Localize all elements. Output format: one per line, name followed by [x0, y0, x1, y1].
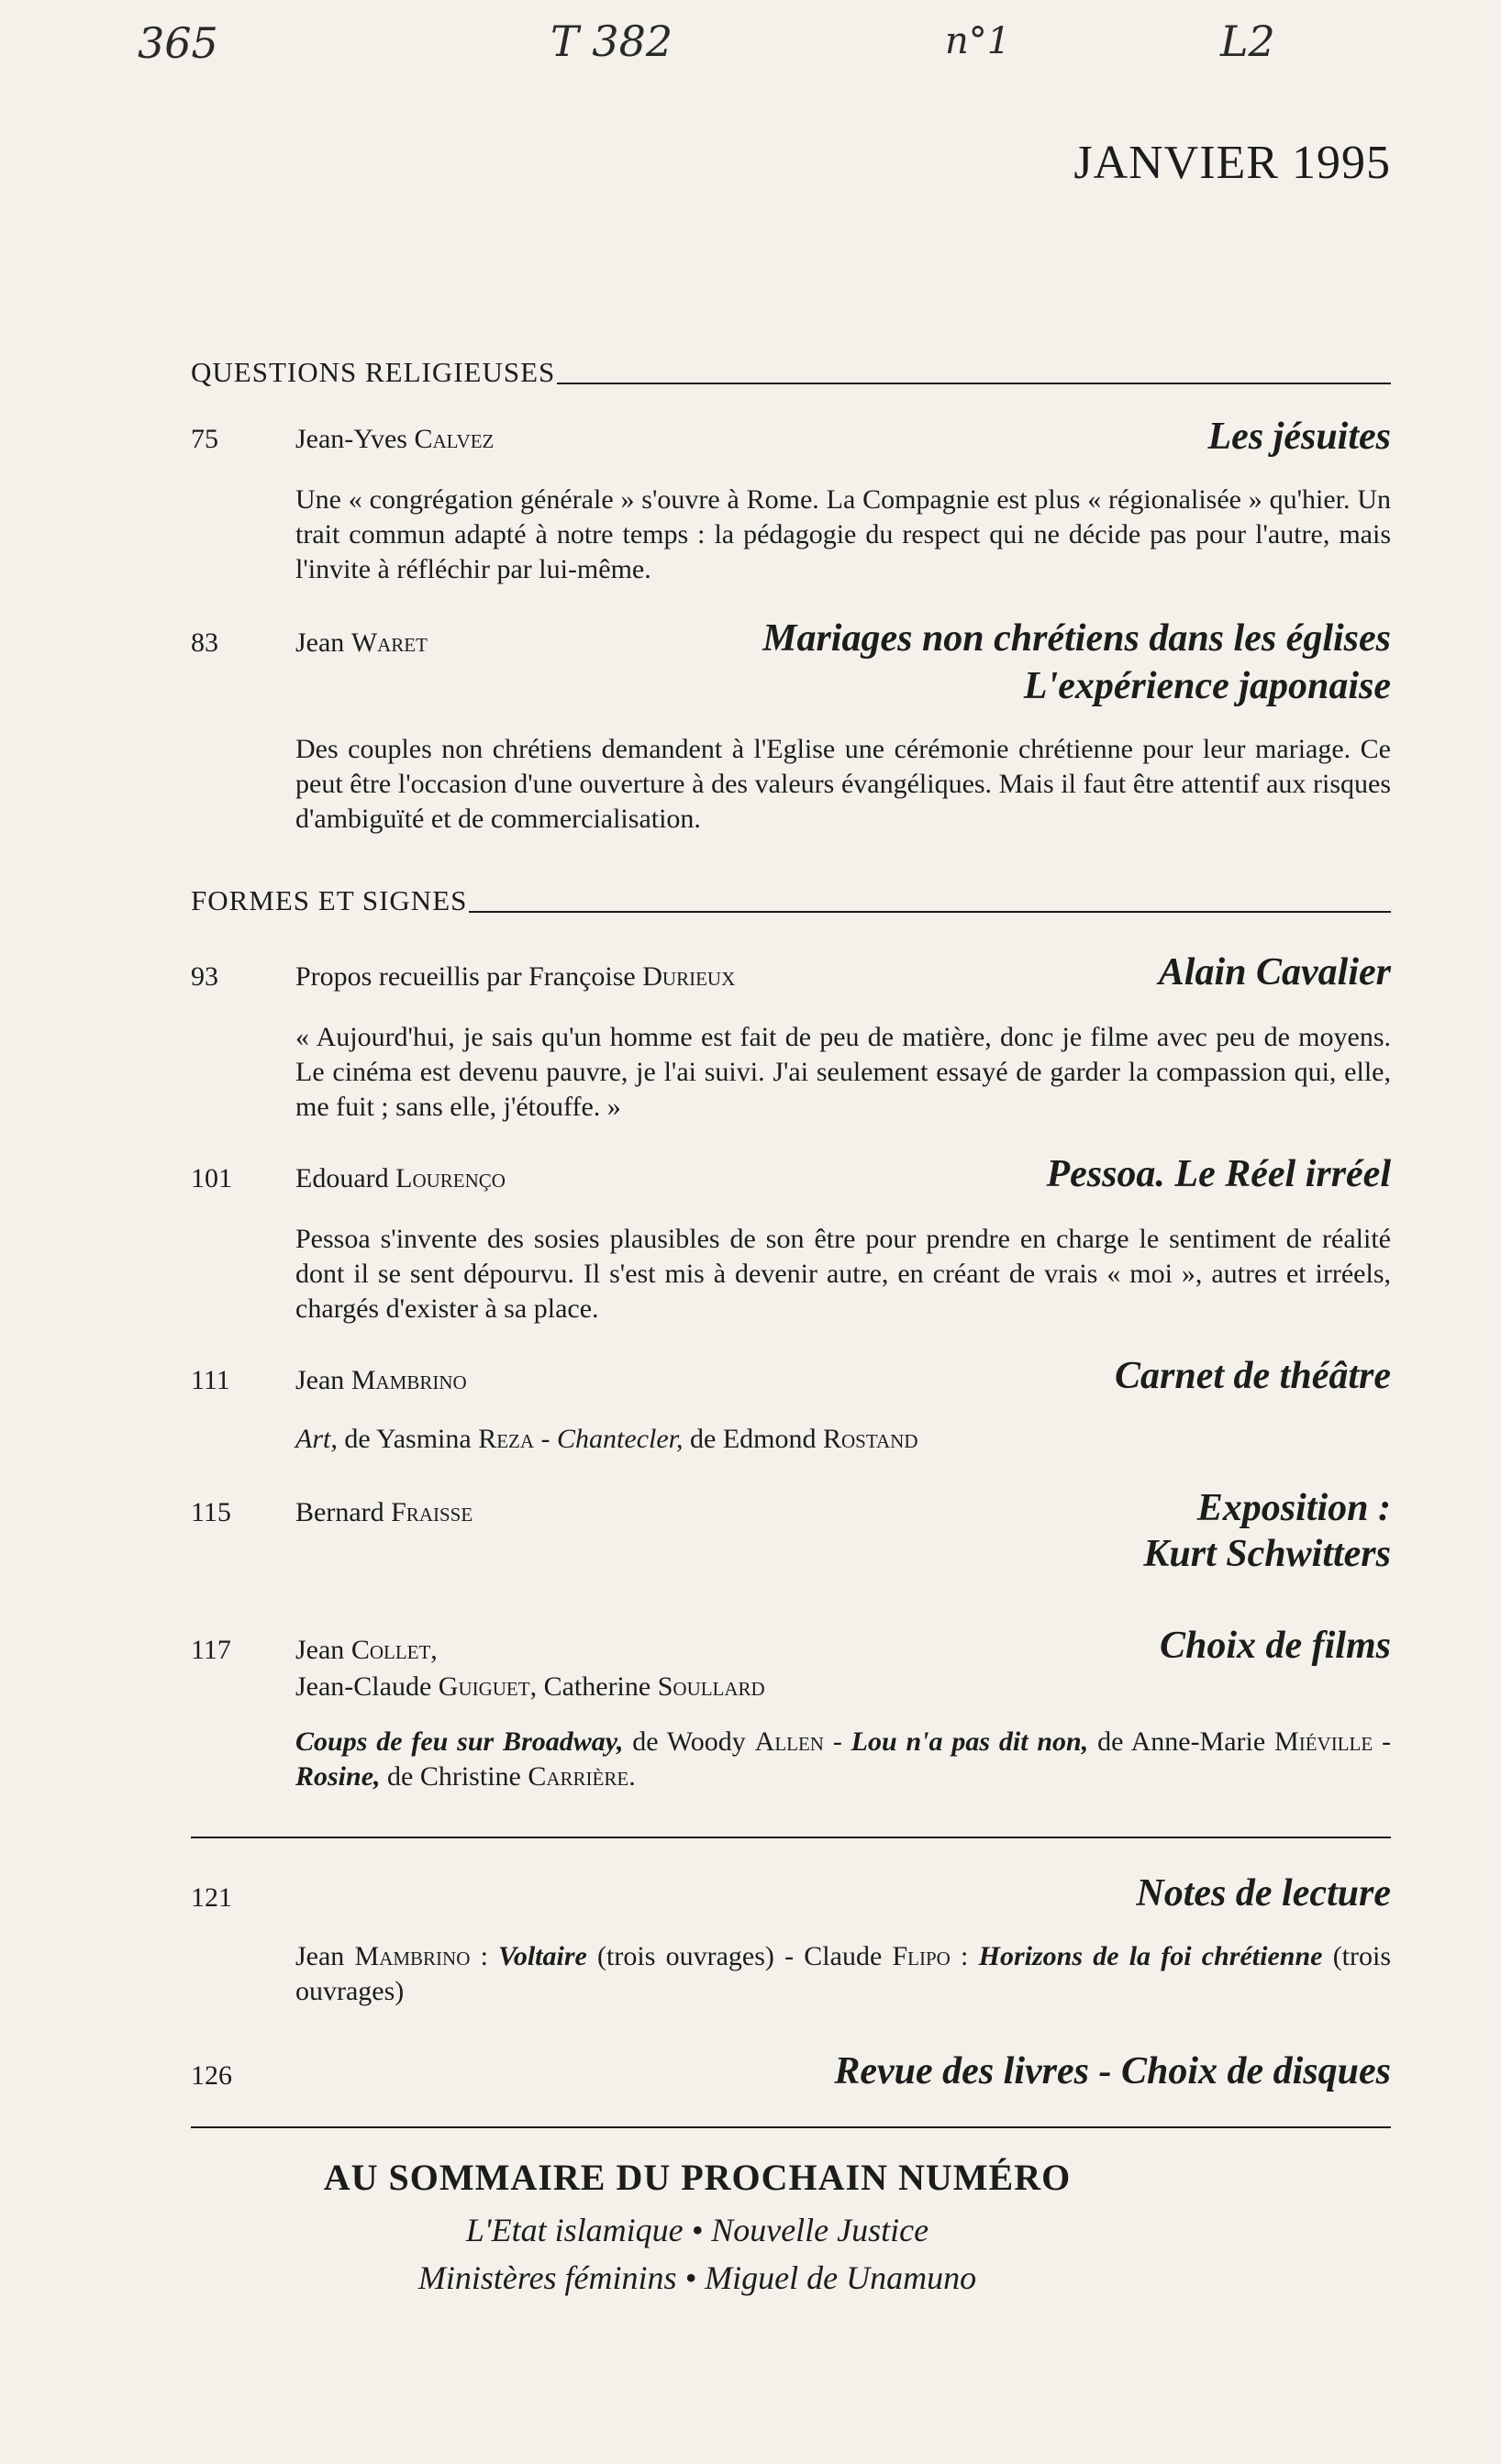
article-author: Jean Waret [295, 627, 428, 658]
article-summary: Des couples non chrétiens demandent à l'Eglise une cérémonie chrétienne pour leur mariage. Ce peut être l'occasion d'une ouverture à des valeurs évangéliques. Mais il faut être attentif aux risques d'ambiguïté et de commercialisation. [295, 734, 1391, 834]
article-title: Revue des livres - Choix de disques [834, 2050, 1391, 2092]
divider [191, 2126, 1391, 2128]
next-issue-line: Ministères féminins • Miguel de Unamuno [417, 2259, 977, 2296]
article-author: Jean Collet, [295, 1635, 438, 1665]
page-number: 117 [191, 1635, 231, 1665]
page-number: 75 [191, 424, 218, 454]
article-summary: Art, de Yasmina Reza - Chantecler, de Edmond Rostand [295, 1424, 918, 1454]
article-summary: Jean Mambrino : Voltaire (trois ouvrages) - Claude Flipo : Horizons de la foi chrétienne (trois ouvrages) [295, 1941, 1392, 2006]
article-summary: « Aujourd'hui, je sais qu'un homme est fait de peu de matière, donc je filme avec peu de moyens. Le cinéma est devenu pauvre, je l'ai suivi. J'ai seulement essayé de garder la compassion qui, elle, me fuit ; sans elle, j'étouffe. » [295, 1022, 1391, 1122]
section-heading-questions-religieuses: QUESTIONS RELIGIEUSES [191, 352, 1391, 389]
article-title: Choix de films [1159, 1625, 1391, 1667]
page-number: 83 [191, 627, 218, 658]
divider [191, 1837, 1391, 1838]
section-heading-formes-et-signes: FORMES ET SIGNES [191, 881, 1391, 917]
handwritten-note: n°1 [945, 20, 1011, 62]
page-number: 126 [191, 2060, 232, 2091]
page-number: 121 [191, 1882, 232, 1913]
article-title: Les jésuites [1207, 416, 1391, 458]
next-issue-line: L'Etat islamique • Nouvelle Justice [465, 2212, 929, 2248]
article-title: Notes de lecture [1136, 1872, 1391, 1915]
article-subtitle: Kurt Schwitters [1143, 1533, 1391, 1575]
article-title: Alain Cavalier [1158, 951, 1391, 993]
article-author: Jean Mambrino [295, 1365, 467, 1395]
page-number: 93 [191, 961, 218, 992]
article-title: Pessoa. Le Réel irréel [1046, 1153, 1391, 1195]
article-author: Bernard Fraisse [295, 1497, 473, 1527]
article-summary: Une « congrégation générale » s'ouvre à Rome. La Compagnie est plus « régionalisée » qu'hier. Un trait commun adapté à notre temps : la pédagogie du respect qui ne décide pas pour l'autre, mais l'invite à réfléchir par lui-même. [295, 484, 1391, 584]
article-author: Jean-Yves Calvez [295, 424, 495, 454]
article-author: Propos recueillis par Françoise Durieux [295, 961, 736, 992]
page-number: 111 [191, 1365, 230, 1395]
next-issue-heading: AU SOMMAIRE DU PROCHAIN NUMÉRO [323, 2157, 1072, 2198]
page-number: 101 [191, 1163, 232, 1193]
article-summary: Pessoa s'invente des sosies plausibles de son être pour prendre en charge le sentiment de réalité dont il se sent dépourvu. Il s'est mis à devenir autre, en créant de vrais « moi », autres et irréels, chargés d'exister à sa place. [295, 1224, 1391, 1324]
handwritten-note: 365 [138, 18, 218, 68]
handwritten-note: L2 [1220, 17, 1275, 66]
article-summary: Coups de feu sur Broadway, de Woody Allen - Lou n'a pas dit non, de Anne-Marie Miéville - Rosine, de Christine Carrière. [295, 1726, 1391, 1792]
article-title: Exposition : [1196, 1487, 1391, 1529]
handwritten-note: T 382 [550, 17, 673, 66]
article-author: Edouard Lourenço [295, 1163, 506, 1193]
page-number: 115 [191, 1497, 231, 1527]
article-title: Mariages non chrétiens dans les églises [762, 617, 1391, 660]
issue-date: JANVIER 1995 [1073, 137, 1391, 189]
article-title: Carnet de théâtre [1115, 1355, 1391, 1397]
article-subtitle: L'expérience japonaise [1023, 665, 1391, 707]
article-coauthors: Jean-Claude Guiguet, Catherine Soullard [295, 1671, 765, 1702]
